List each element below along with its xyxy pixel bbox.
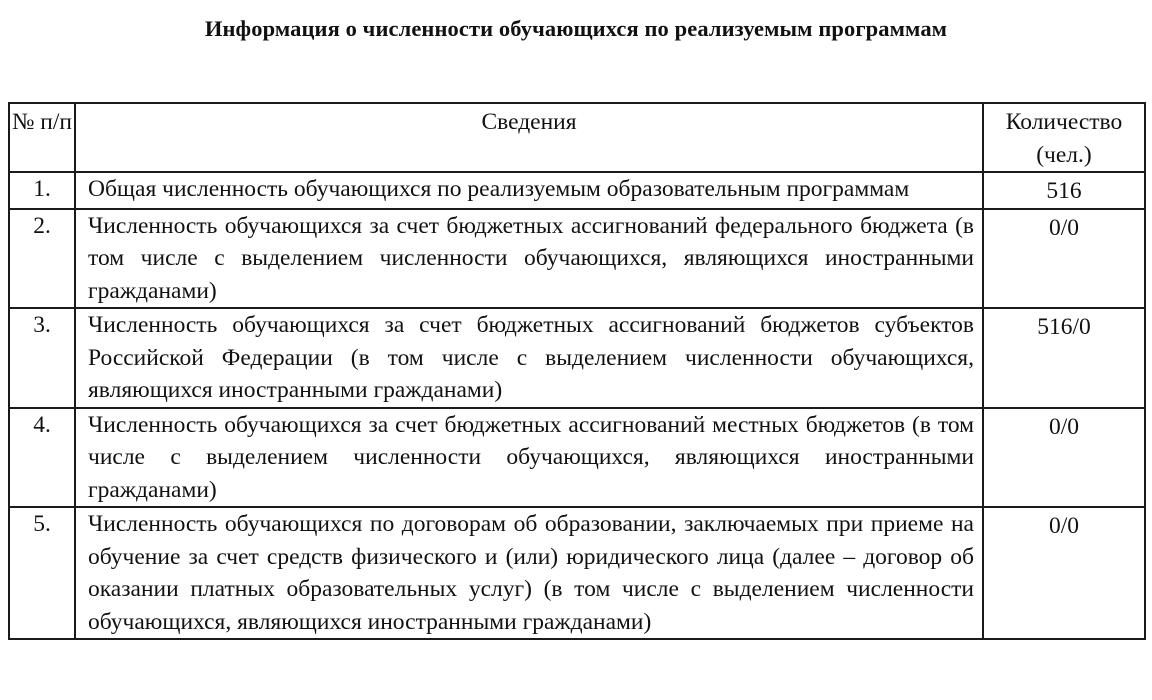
row-number: 1.: [9, 172, 75, 209]
header-number: № п/п: [9, 103, 75, 172]
row-quantity: 0/0: [983, 507, 1145, 639]
row-quantity: 516/0: [983, 308, 1145, 408]
table-row: [9, 172, 1145, 209]
document-title: Информация о численности обучающихся по реализуемым программам: [204, 16, 948, 41]
row-number: 3.: [9, 308, 75, 408]
header-info: Сведения: [75, 103, 983, 172]
table-row: [9, 408, 1145, 508]
header-quantity: Количество (чел.): [983, 103, 1145, 172]
row-description: Численность обучающихся за счет бюджетных ассигнований местных бюджетов (в том числе с выделением численности обучающихся, являющихся иностранными гражданами): [75, 408, 983, 508]
row-description: Численность обучающихся по договорам об образовании, заключаемых при приеме на обучение за счет средств физического и (или) юридического лица (далее – договор об оказании платных образовательных услуг) (в том числе с выделением численности обучающихся, являющихся иностранными гражданами): [75, 507, 983, 639]
row-quantity: 0/0: [983, 209, 1145, 309]
row-number: 4.: [9, 408, 75, 508]
students-info-table: [8, 102, 1146, 640]
table-row: [9, 308, 1145, 408]
row-description: Численность обучающихся за счет бюджетных ассигнований федерального бюджета (в том числе с выделением численности обучающихся, являющихся иностранными гражданами): [75, 209, 983, 309]
table-header-row: [9, 103, 1145, 172]
table-row: [9, 507, 1145, 639]
row-description: Общая численность обучающихся по реализуемым образовательным программам: [75, 172, 983, 209]
row-number: 5.: [9, 507, 75, 639]
table-row: [9, 209, 1145, 309]
row-quantity: 0/0: [983, 408, 1145, 508]
row-description: Численность обучающихся за счет бюджетных ассигнований бюджетов субъектов Российской Федерации (в том числе с выделением численности обучающихся, являющихся иностранными гражданами): [75, 308, 983, 408]
row-quantity: 516: [983, 172, 1145, 209]
row-number: 2.: [9, 209, 75, 309]
